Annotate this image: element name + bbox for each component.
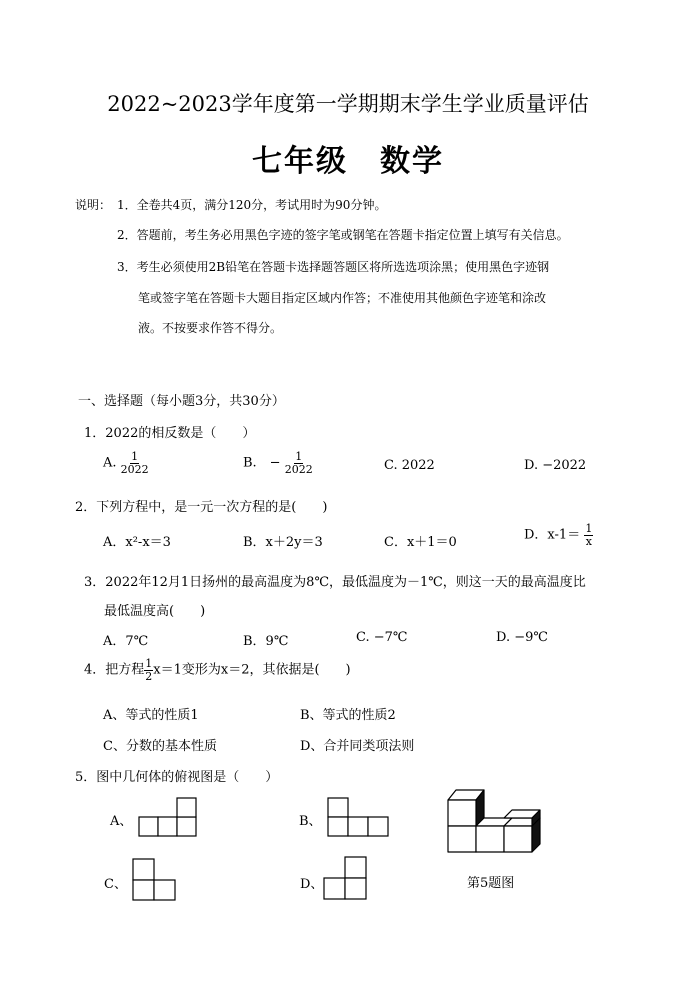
q1-b-label: B. −: [243, 455, 281, 471]
q5-stem: 5．图中几何体的俯视图是（ ）: [75, 770, 279, 785]
q2-d-label: D．x-1＝: [524, 527, 581, 543]
exam-subtitle: 七年级 数学: [252, 144, 444, 179]
q2-d-fraction: [584, 523, 593, 547]
q2-option-b: B．x＋2y＝3: [243, 535, 323, 550]
q1-a-fraction: [121, 451, 149, 475]
q1-option-c: C. 2022: [384, 458, 435, 473]
instruction-3-line2: 笔或签字笔在答题卡大题目指定区域内作答；不准使用其他颜色字迹笔和涂改: [138, 291, 547, 305]
q3-option-d: D. −9℃: [496, 630, 548, 645]
instruction-2: 2．答题前，考生务必用黑色字迹的签字笔或钢笔在答题卡指定位置上填写有关信息。: [117, 228, 569, 242]
instruction-3-line3: 液。不按要求作答不得分。: [138, 321, 283, 335]
q1-stem: 1．2022的相反数是（ ）: [84, 426, 256, 441]
instruction-1: 1．全卷共4页，满分120分，考试用时为90分钟。: [117, 198, 387, 212]
q4-option-b: B、等式的性质2: [300, 708, 396, 723]
q1-a-denominator: 2022: [120, 462, 149, 476]
q4-numerator: 1: [145, 657, 153, 670]
q5-option-a-figure: [138, 797, 200, 839]
instructions-lead: 说明：: [75, 198, 112, 212]
q5-option-b-label: B、: [299, 814, 322, 829]
q5-option-d-label: D、: [300, 877, 324, 892]
q5-option-c-figure: [132, 858, 178, 902]
q1-b-fraction: [285, 451, 313, 475]
q4-option-c: C、分数的基本性质: [103, 739, 217, 754]
q4-stem-pre: 4．把方程: [84, 662, 145, 678]
q3-stem-line1: 3．2022年12月1日扬州的最高温度为8℃，最低温度为－1℃，则这一天的最高温度比: [84, 575, 586, 590]
q4-denominator: 2: [145, 669, 153, 683]
q3-stem-line2: 最低温度高( ): [104, 604, 206, 619]
q5-option-b-figure: [327, 797, 391, 839]
q3-option-b: B．9℃: [243, 634, 289, 649]
q4-option-a: A、等式的性质1: [103, 708, 199, 723]
q1-option-b: [243, 451, 313, 475]
q4-fraction: [144, 658, 153, 682]
q3-option-a: A．7℃: [103, 634, 149, 649]
q1-a-label: A.: [103, 455, 117, 471]
q3-option-c: C. −7℃: [356, 630, 408, 645]
q2-option-c: C．x＋1＝0: [384, 535, 457, 550]
q5-option-a-label: A、: [110, 814, 133, 829]
section-heading: 一、选择题（每小题3分，共30分）: [78, 394, 285, 409]
q1-option-a: [103, 451, 149, 475]
instruction-3: 3．考生必须使用2B铅笔在答题卡选择题答题区将所选选项涂黑；使用黑色字迹钢: [117, 260, 550, 274]
q2-d-numerator: 1: [585, 522, 593, 535]
q4-stem-post: x＝1变形为x＝2，其依据是( ): [153, 662, 351, 678]
q2-option-d: [524, 523, 593, 547]
q5-figure-caption: 第5题图: [467, 876, 515, 891]
q1-b-numerator: 1: [295, 450, 303, 463]
q2-option-a: A．x²-x＝3: [103, 535, 171, 550]
exam-title: 2022~2023学年度第一学期期末学生学业质量评估: [107, 92, 589, 116]
q5-option-d-figure: [323, 856, 369, 902]
q2-stem: 2．下列方程中，是一元一次方程的是( ): [75, 500, 328, 515]
q5-option-c-label: C、: [104, 877, 127, 892]
q4-stem: [84, 658, 351, 682]
q1-a-numerator: 1: [131, 450, 139, 463]
q4-option-d: D、合并同类项法则: [300, 739, 415, 754]
q1-b-denominator: 2022: [284, 462, 313, 476]
q5-solid-figure: [444, 788, 552, 856]
q1-option-d: D. −2022: [524, 458, 587, 473]
q2-d-denominator: x: [585, 534, 592, 548]
